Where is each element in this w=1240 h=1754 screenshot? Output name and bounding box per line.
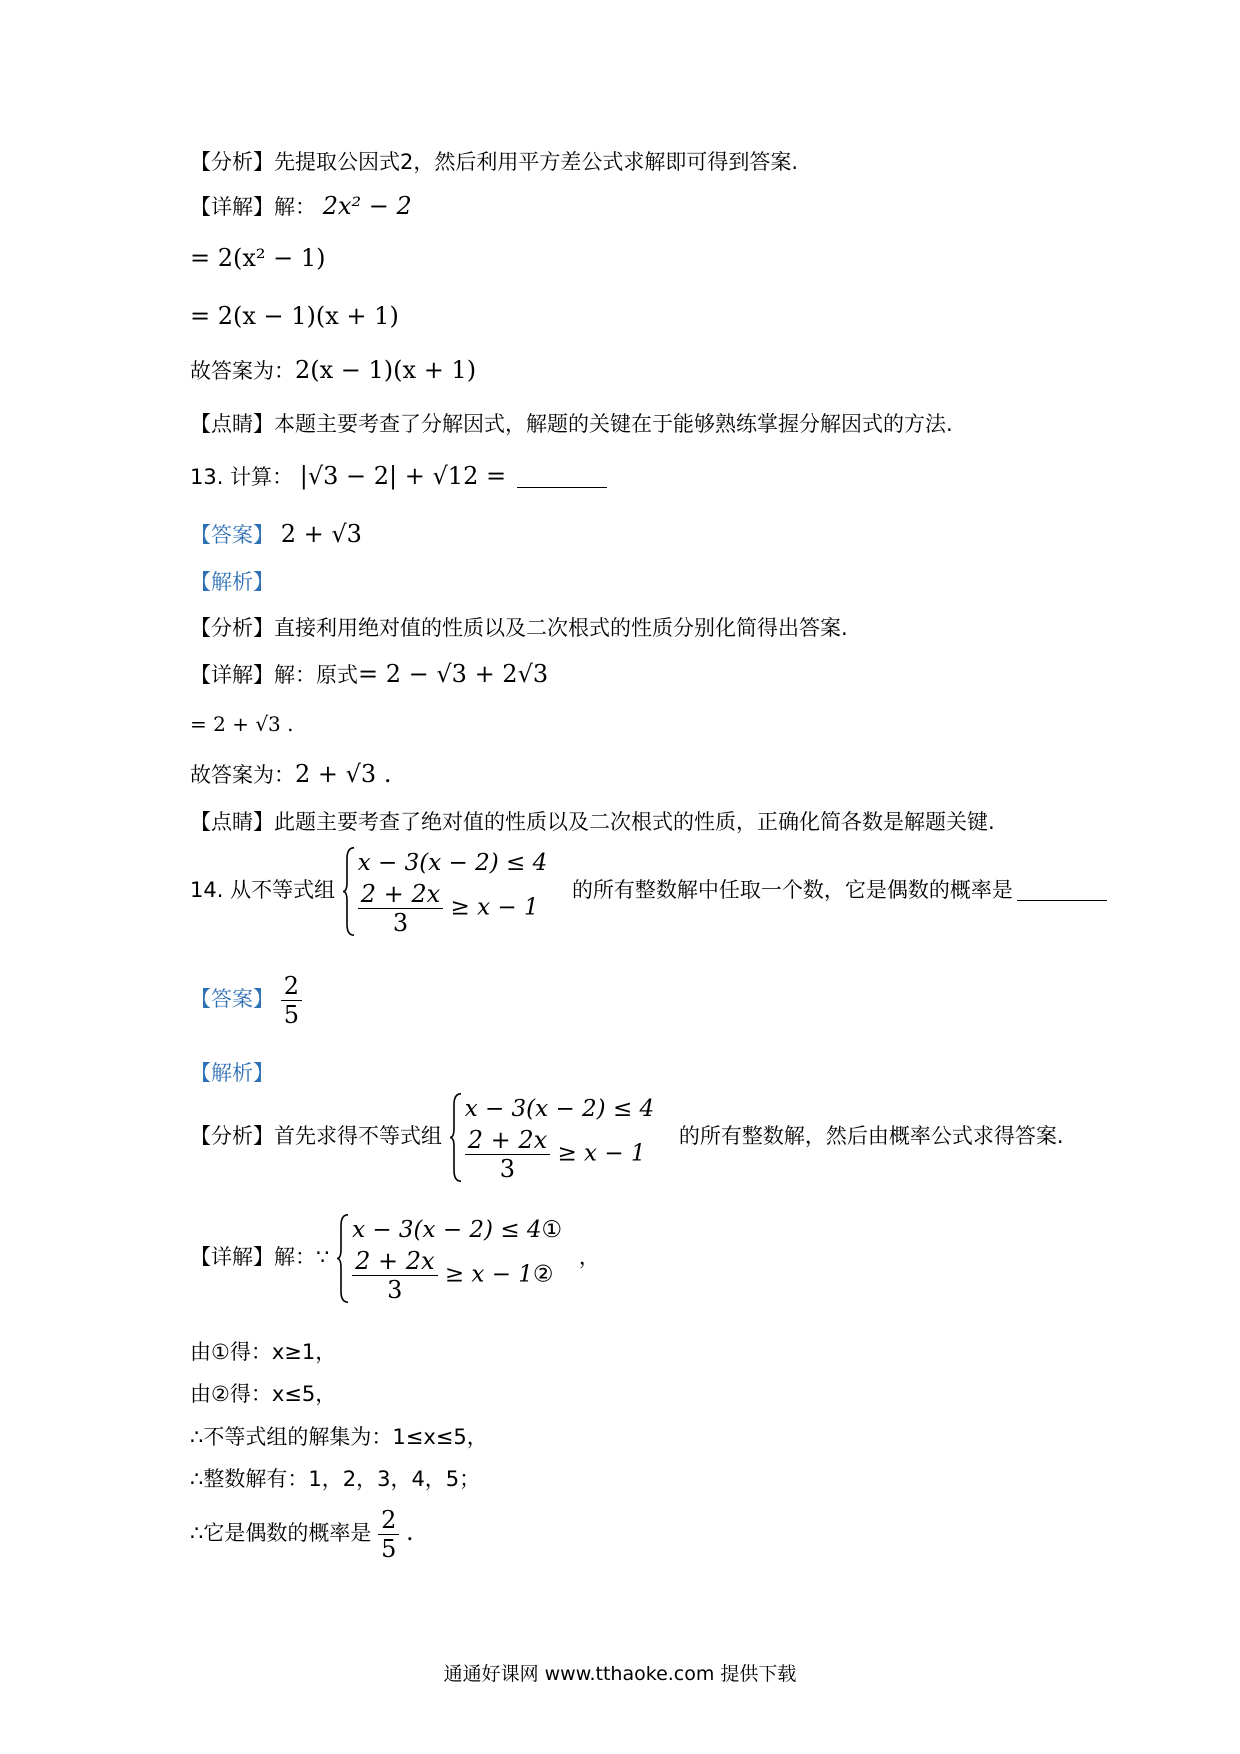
inequality-2-rhs: ≥ x − 1: [557, 1140, 646, 1167]
comment-text: 本题主要考查了分解因式，解题的关键在于能够熟练掌握分解因式的方法.: [274, 412, 953, 436]
q14-detail-line: [190, 1213, 600, 1304]
answer-expr: 2(x − 1)(x + 1): [295, 356, 477, 384]
analysis-tag: 【分析】: [190, 150, 274, 174]
page-footer: 通通好课网 www.tthaoke.com 提供下载: [443, 1663, 797, 1685]
left-brace-icon: [342, 846, 356, 937]
fraction: [352, 1247, 437, 1304]
fraction-numerator: 2 + 2x: [358, 880, 443, 909]
fraction-denominator: 3: [387, 1276, 403, 1304]
p12-comment-line: [190, 409, 953, 439]
analysis-text: 先提取公因式2，然后利用平方差公式求解即可得到答案.: [274, 150, 799, 174]
p12-step1: = 2(x² − 1): [190, 244, 326, 272]
fraction-denominator: 3: [499, 1155, 516, 1183]
detail-label: 解：: [274, 195, 316, 219]
comment-tag: 【点睛】: [190, 810, 274, 834]
answer-blank: [1017, 878, 1107, 901]
step5-lead: ∴它是偶数的概率是: [190, 1521, 372, 1545]
q13-answer-line: [190, 519, 362, 550]
fraction-numerator: 2 + 2x: [352, 1247, 437, 1276]
analysis-tail: 的所有整数解，然后由概率公式求得答案.: [678, 1124, 1064, 1148]
q14-step4: ∴整数解有：1，2，3，4，5；: [190, 1467, 481, 1491]
inequality-system: [449, 1092, 654, 1183]
fraction: [358, 880, 443, 937]
inequality-1-expr: x − 3(x − 2) ≤ 4: [352, 1217, 542, 1243]
inequality-1: [352, 1213, 562, 1247]
answer-tag: 【答案】: [190, 523, 274, 547]
detail-expr: = 2 − √3 + 2√3: [358, 660, 549, 688]
q13-expr: |√3 − 2| + √12 =: [299, 462, 507, 490]
circled-one: ①: [541, 1217, 563, 1243]
final-label: 故答案为：: [190, 763, 295, 787]
fraction-numerator: 2: [281, 972, 302, 1001]
probability-fraction: [378, 1506, 399, 1563]
inequality-2-rhs: ≥ x − 1: [444, 1261, 533, 1288]
q13-analysis-line: [190, 613, 848, 643]
q14-analysis-line: [190, 1092, 1064, 1183]
analysis-text: 直接利用绝对值的性质以及二次根式的性质分别化简得出答案.: [274, 616, 848, 640]
q14-step2: 由②得：x≤5，: [190, 1382, 337, 1406]
answer-tag: 【答案】: [190, 987, 274, 1011]
inequality-2: [352, 1247, 562, 1304]
left-brace-icon: [449, 1092, 463, 1183]
p12-analysis-line: [190, 147, 798, 177]
inequality-2: [358, 880, 547, 937]
q14-number: 14. 从不等式组: [190, 878, 336, 902]
q14-tail: 的所有整数解中任取一个数，它是偶数的概率是: [571, 878, 1013, 902]
q13-step: = 2 + √3 .: [190, 712, 294, 736]
p12-detail-line: [190, 191, 412, 222]
analysis-tag: 【分析】: [190, 1124, 274, 1148]
q14-step3: ∴不等式组的解集为：1≤x≤5，: [190, 1425, 488, 1449]
inequality-system: [342, 846, 547, 937]
q14-jiexi-tag: 【解析】: [190, 1061, 274, 1085]
final-expr: 2 + √3 .: [295, 760, 392, 788]
detail-tail: ，: [578, 1245, 600, 1269]
q13-final-line: [190, 759, 391, 790]
inequality-1: x − 3(x − 2) ≤ 4: [357, 850, 548, 876]
fraction-numerator: 2 + 2x: [465, 1126, 550, 1155]
inequality-1: x − 3(x − 2) ≤ 4: [464, 1096, 655, 1122]
comment-text: 此题主要考查了绝对值的性质以及二次根式的性质，正确化简各数是解题关键.: [274, 810, 995, 834]
q13-question: [190, 461, 607, 492]
fraction: [465, 1126, 550, 1183]
detail-tag: 【详解】: [190, 663, 274, 687]
inequality-system: [336, 1213, 562, 1304]
detail-tag: 【详解】: [190, 195, 274, 219]
q14-answer-line: [190, 972, 302, 1029]
fraction-denominator: 5: [381, 1535, 397, 1563]
detail-label: 解：原式: [274, 663, 358, 687]
inequality-2: [465, 1126, 654, 1183]
answer-label: 故答案为：: [190, 359, 295, 383]
step5-tail: .: [406, 1518, 414, 1546]
q14-step5: [190, 1506, 414, 1563]
q14-step1: 由①得：x≥1，: [190, 1340, 337, 1364]
left-brace-icon: [336, 1213, 350, 1304]
answer-blank: [517, 465, 607, 488]
detail-expr: 2x² − 2: [322, 192, 412, 220]
analysis-tag: 【分析】: [190, 616, 274, 640]
q13-comment-line: [190, 807, 995, 837]
q13-jiexi-tag: 【解析】: [190, 570, 274, 594]
p12-answer-line: [190, 355, 476, 386]
q13-number: 13. 计算：: [190, 465, 294, 489]
fraction-denominator: 3: [392, 909, 409, 937]
analysis-lead: 首先求得不等式组: [274, 1124, 442, 1148]
p12-step2: = 2(x − 1)(x + 1): [190, 302, 399, 330]
detail-label: 解：∵: [274, 1245, 330, 1269]
fraction-numerator: 2: [378, 1506, 399, 1535]
q14-question: [190, 846, 1107, 937]
circled-two: ②: [532, 1261, 554, 1288]
inequality-2-rhs: ≥ x − 1: [450, 894, 539, 921]
detail-tag: 【详解】: [190, 1245, 274, 1269]
fraction-denominator: 5: [283, 1001, 299, 1029]
answer-fraction: [281, 972, 302, 1029]
q13-detail-line: [190, 659, 548, 690]
q13-answer-value: 2 + √3: [280, 520, 362, 548]
comment-tag: 【点睛】: [190, 412, 274, 436]
